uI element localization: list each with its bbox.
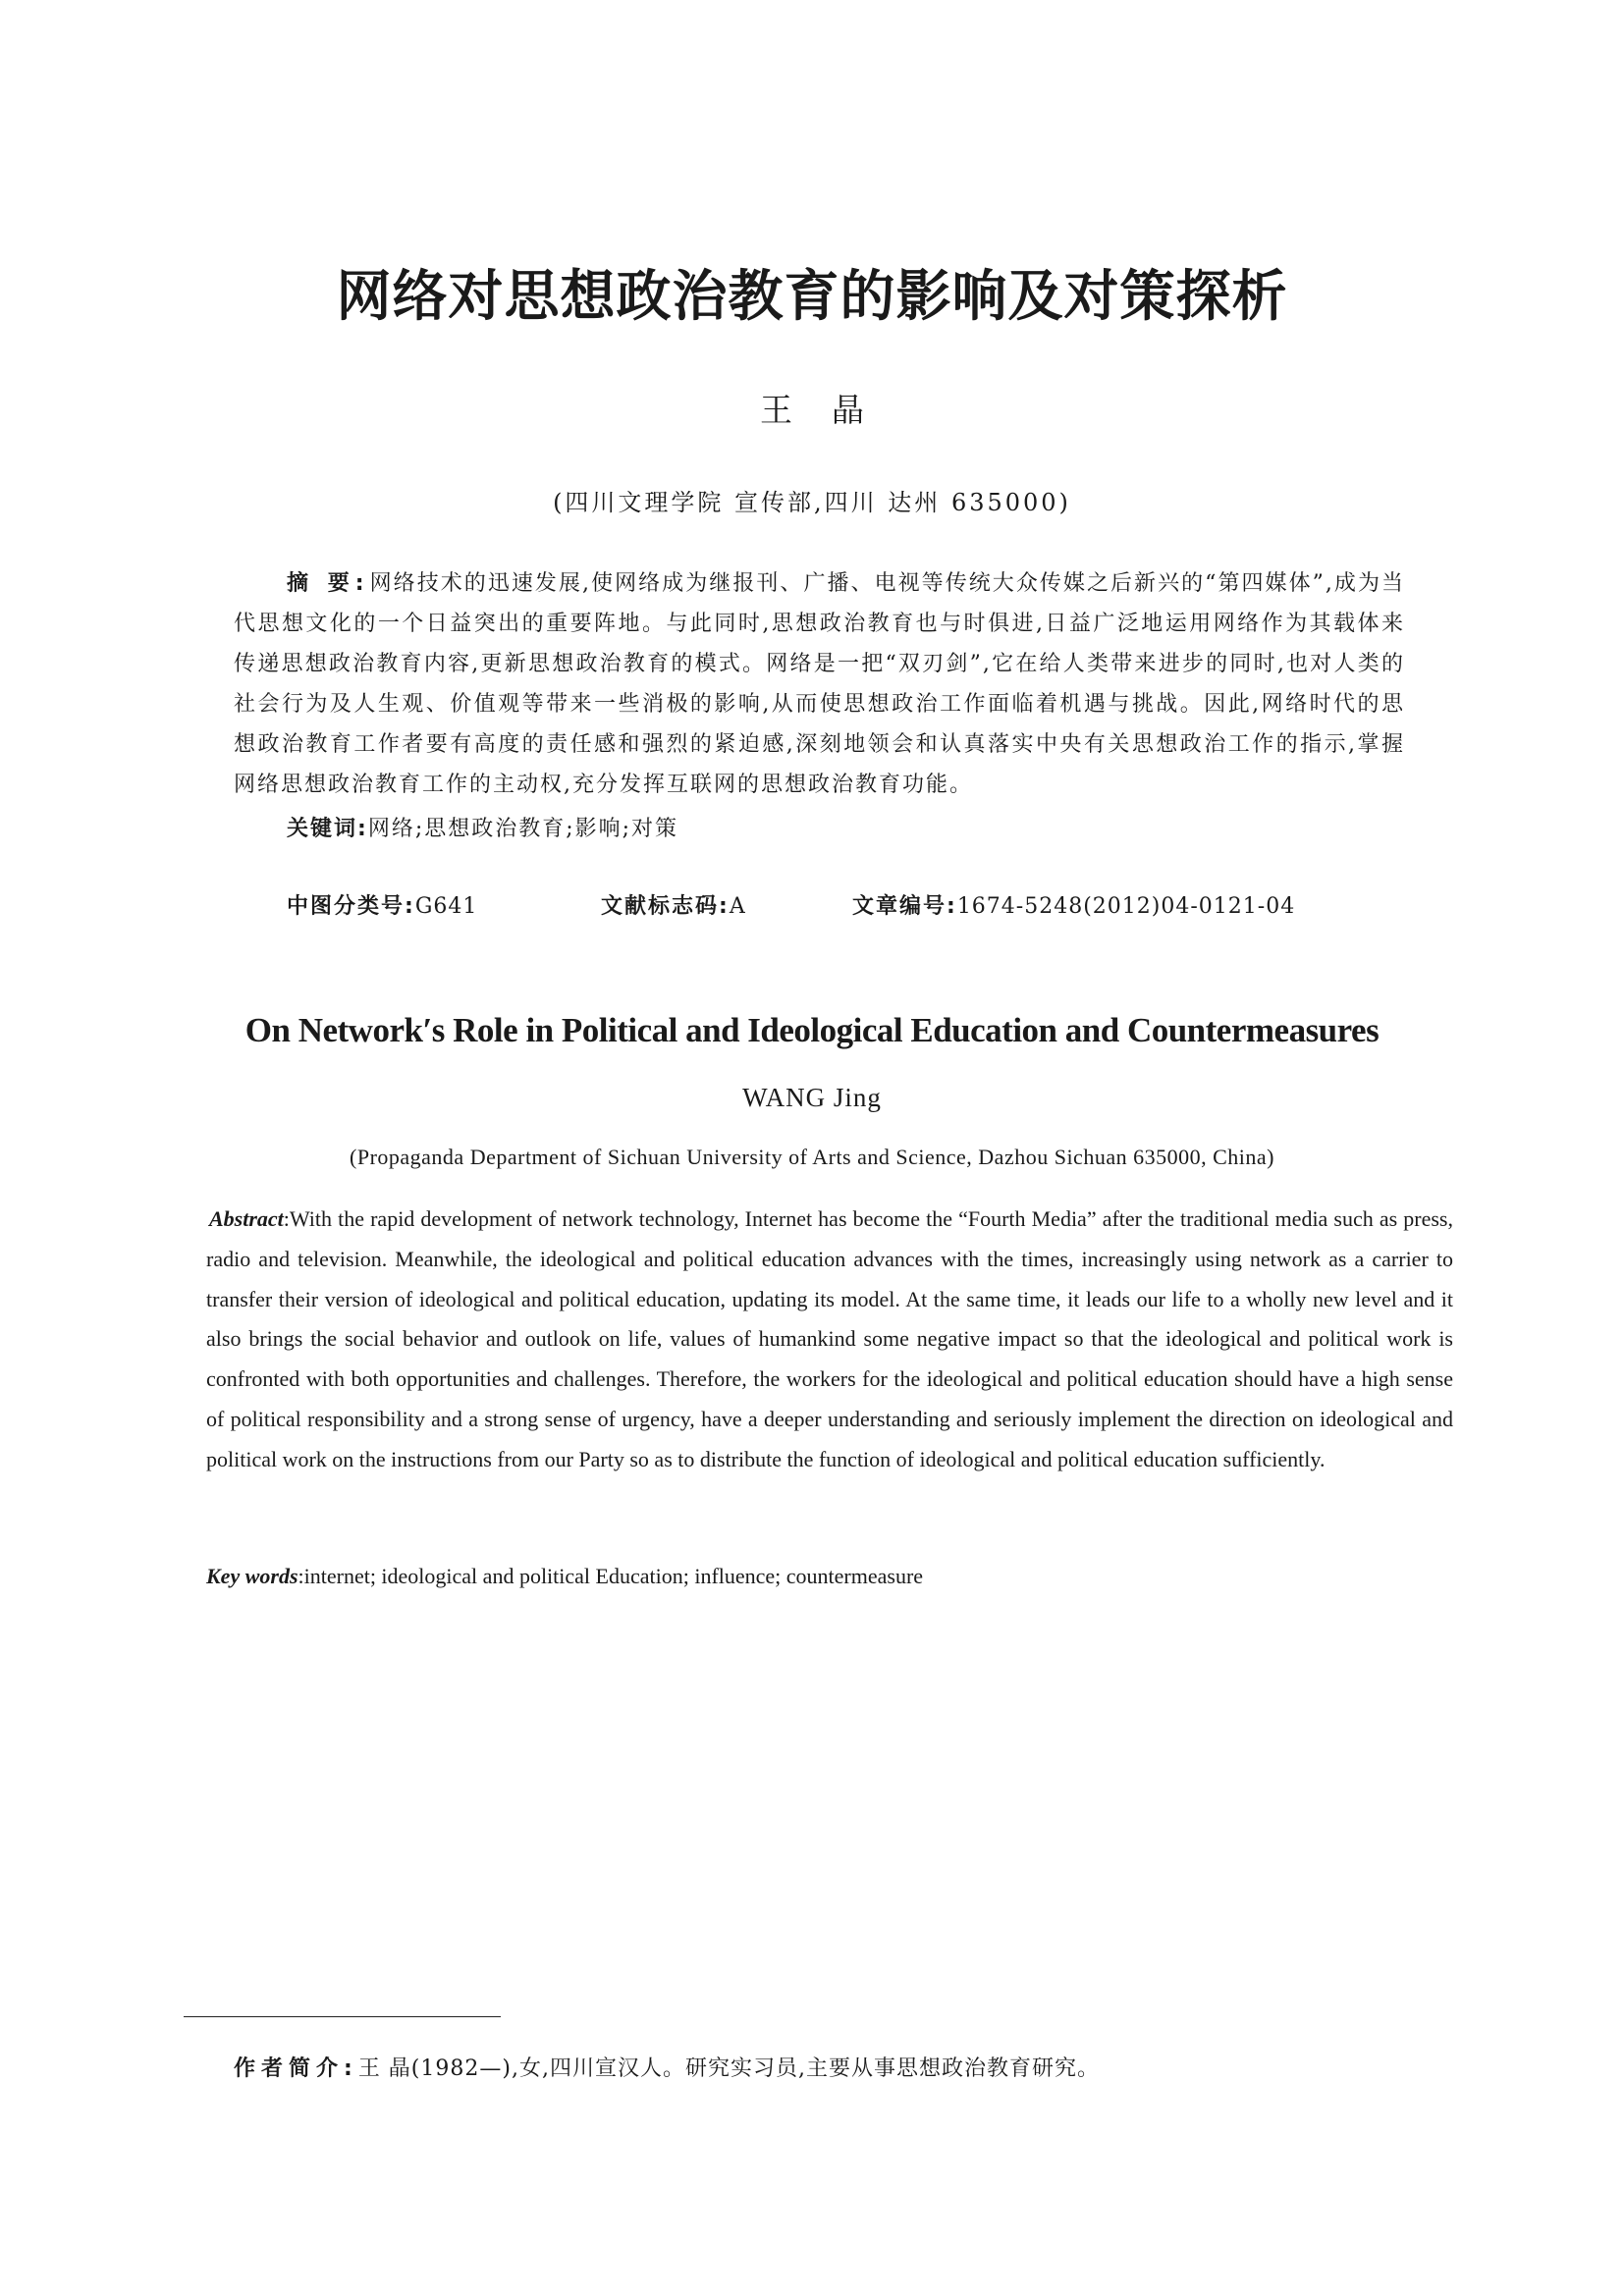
author-affiliation-en: (Propaganda Department of Sichuan University of Arts and Science, Dazhou Sichuan 635000, China) bbox=[350, 1145, 1274, 1169]
author-affiliation-cn: (四川文理学院 宣传部,四川 达州 635000) bbox=[553, 489, 1071, 516]
keywords-cn bbox=[287, 810, 678, 849]
document-code-value: A bbox=[729, 894, 746, 919]
abstract-en-text: With the rapid development of network technology, Internet has become the “Fourth Media” after the traditional media such as press, radio and television. Meanwhile, the ideological and political education advances with the times, increasingly using network as a carrier to transfer their version of ideological and political education, updating its model. At the same time, it leads our life to a wholly new level and it also brings the social behavior and outlook on life, values of humankind some negative impact so that the ideological and political work is confronted with both opportunities and challenges. Therefore, the workers for the ideological and political education should have a high sense of political responsibility and a strong sense of urgency, have a deeper understanding and seriously implement the direction on ideological and political work on the instructions from our Party so as to distribute the function of ideological and political education sufficiently. bbox=[206, 1206, 1453, 1471]
document-code-label: 文献标志码: bbox=[601, 894, 730, 919]
keywords-en-label: Key words bbox=[206, 1564, 298, 1588]
keywords-cn-text: 网络;思想政治教育;影响;对策 bbox=[367, 817, 679, 841]
abstract-cn bbox=[234, 563, 1405, 805]
keywords-en bbox=[206, 1561, 923, 1592]
footnote-divider bbox=[184, 2016, 501, 2017]
abstract-cn-label: 摘 要: bbox=[287, 571, 370, 596]
abstract-cn-text: 网络技术的迅速发展,使网络成为继报刊、广播、电视等传统大众传媒之后新兴的“第四媒体”,成为当代思想文化的一个日益突出的重要阵地。与此同时,思想政治教育也与时俱进,日益广泛地运用网络作为其载体来传递思想政治教育内容,更新思想政治教育的模式。网络是一把“双刃剑”,它在给人类带来进步的同时,也对人类的社会行为及人生观、价值观等带来一些消极的影响,从而使思想政治工作面临着机遇与挑战。因此,网络时代的思想政治教育工作者要有高度的责任感和强烈的紧迫感,深刻地领会和认真落实中央有关思想政治工作的指示,掌握网络思想政治教育工作的主动权,充分发挥互联网的思想政治教育功能。 bbox=[234, 571, 1405, 797]
author-name-en: WANG Jing bbox=[742, 1083, 882, 1112]
article-number-label: 文章编号: bbox=[852, 894, 957, 919]
article-number-value: 1674-5248(2012)04-0121-04 bbox=[956, 894, 1296, 919]
author-name-cn: 王晶 bbox=[760, 391, 903, 429]
article-number bbox=[852, 889, 1295, 920]
author-bio-text: 王 晶(1982—),女,四川宣汉人。研究实习员,主要从事思想政治教育研究。 bbox=[357, 2056, 1100, 2081]
clc-number-label: 中图分类号: bbox=[287, 894, 415, 919]
keywords-en-separator: : bbox=[298, 1564, 304, 1588]
document-code bbox=[601, 889, 746, 920]
clc-number bbox=[287, 889, 477, 920]
keywords-en-text: internet; ideological and political Education; influence; countermeasure bbox=[303, 1564, 924, 1588]
author-bio-footnote bbox=[234, 2052, 1100, 2082]
abstract-en-separator: : bbox=[283, 1206, 290, 1231]
author-bio-label: 作者简介: bbox=[234, 2056, 358, 2081]
abstract-en-label: Abstract bbox=[209, 1206, 284, 1231]
abstract-en bbox=[206, 1200, 1453, 1480]
paper-title-en: On Network′s Role in Political and Ideological Education and Countermeasures bbox=[244, 1011, 1380, 1049]
clc-number-value: G641 bbox=[414, 894, 478, 919]
keywords-cn-label: 关键词: bbox=[287, 817, 368, 841]
paper-title-cn: 网络对思想政治教育的影响及对策探析 bbox=[336, 265, 1288, 329]
